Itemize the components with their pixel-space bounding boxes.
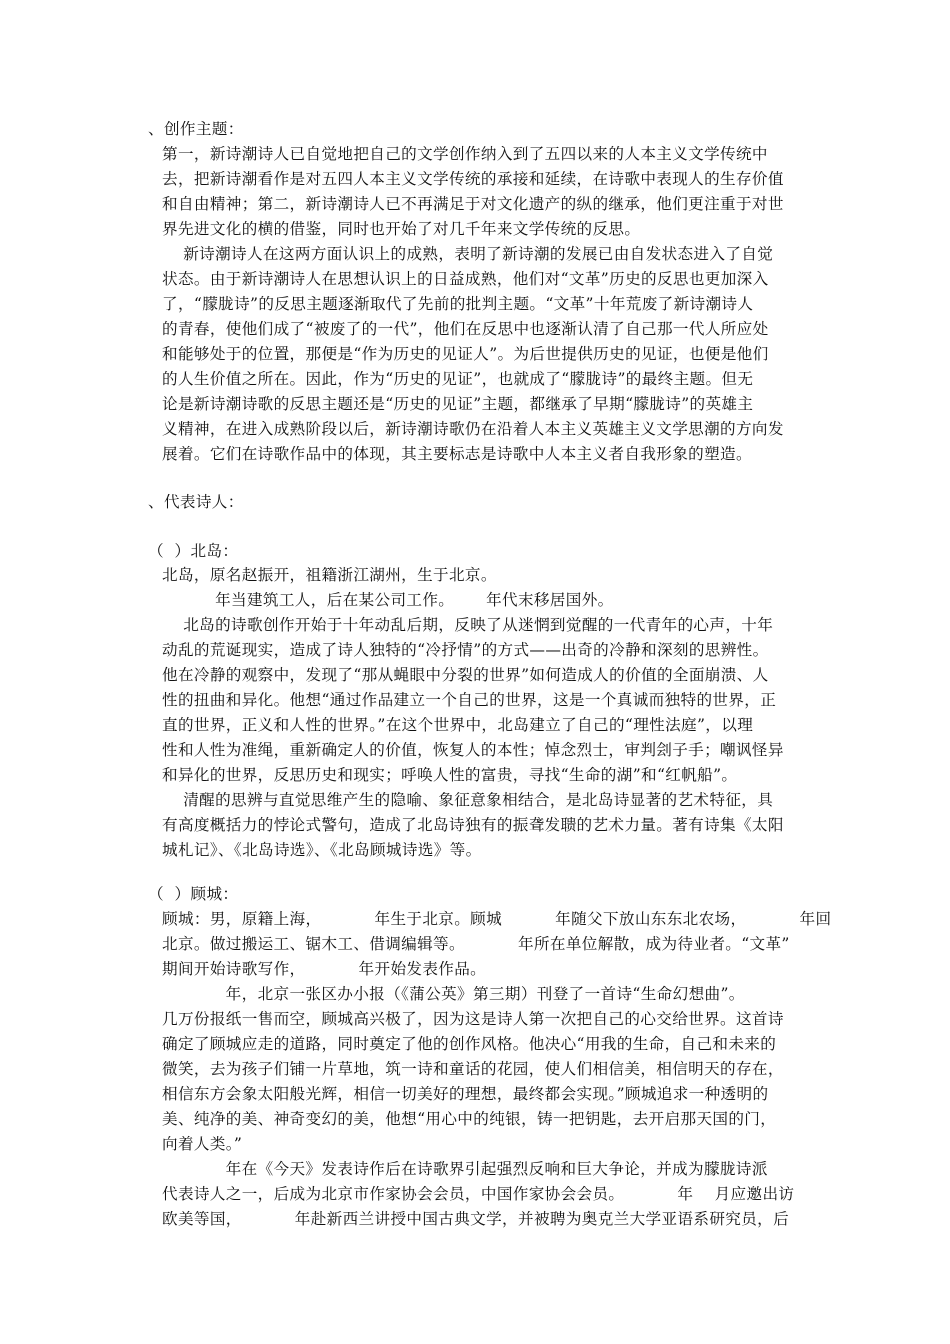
subheading-beidao: （ ）北岛： xyxy=(148,542,239,560)
paragraph-line: 确定了顾城应走的道路，同时奠定了他的创作风格。他决心“用我的生命，自己和未来的 xyxy=(162,1035,777,1053)
paragraph-line: 相信东方会象太阳般光辉，相信一切美好的理想，最终都会实现。”顾城追求一种透明的 xyxy=(162,1085,769,1103)
paragraph-line: 北京。做过搬运工、锯木工、借调编辑等。 年所在单位解散，成为待业者。“文革” xyxy=(162,935,790,953)
paragraph-line: 有高度概括力的悖论式警句，造成了北岛诗独有的振聋发聩的艺术力量。著有诗集《太阳 xyxy=(162,816,784,834)
section-heading-themes: 、创作主题： xyxy=(148,120,244,138)
paragraph-line: 几万份报纸一售而空，顾城高兴极了，因为这是诗人第一次把自己的心交给世界。这首诗 xyxy=(162,1010,784,1028)
paragraph-line: 论是新诗潮诗歌的反思主题还是“历史的见证”主题，都继承了早期“朦胧诗”的英雄主 xyxy=(162,395,754,413)
paragraph-line: 美、纯净的美、神奇变幻的美，他想“用心中的纯银，铸一把钥匙，去开启那天国的门， xyxy=(162,1110,777,1128)
paragraph-line: 新诗潮诗人在这两方面认识上的成熟，表明了新诗潮的发展已由自发状态进入了自觉 xyxy=(162,245,774,263)
paragraph-line: 性的扭曲和异化。他想“通过作品建立一个自己的世界，这是一个真诚而独特的世界，正 xyxy=(162,691,777,709)
paragraph-line: 向着人类。” xyxy=(162,1135,243,1153)
paragraph-line: 欧美等国， 年赴新西兰讲授中国古典文学，并被聘为奥克兰大学亚语系研究员，后 xyxy=(162,1210,790,1228)
paragraph-line: 城札记》、《北岛诗选》、《北岛顾城诗选》等。 xyxy=(162,841,482,859)
paragraph-line: 义精神，在进入成熟阶段以后，新诗潮诗歌仍在沿着人本主义英雄主义文学思潮的方向发 xyxy=(162,420,784,438)
paragraph-line: 微笑，去为孩子们铺一片草地，筑一诗和童话的花园，使人们相信美，相信明天的存在， xyxy=(162,1060,784,1078)
paragraph-line: 第一，新诗潮诗人已自觉地把自己的文学创作纳入到了五四以来的人本主义文学传统中 xyxy=(162,145,768,163)
subheading-gucheng: （ ）顾城： xyxy=(148,885,239,903)
paragraph-line: 了，“朦胧诗”的反思主题逐渐取代了先前的批判主题。“文革”十年荒废了新诗潮诗人 xyxy=(162,295,754,313)
paragraph-line: 年在《今天》发表诗作后在诗歌界引起强烈反响和巨大争论，并成为朦胧诗派 xyxy=(162,1160,768,1178)
paragraph-line: 清醒的思辨与直觉思维产生的隐喻、象征意象相结合，是北岛诗显著的艺术特征，具 xyxy=(162,791,774,809)
paragraph-line: 界先进文化的横的借鉴，同时也开始了对几千年来文学传统的反思。 xyxy=(162,220,641,238)
paragraph-line: 的青春，使他们成了“被废了的一代”，他们在反思中也逐渐认清了自己那一代人所应处 xyxy=(162,320,769,338)
paragraph-line: 直的世界，正义和人性的世界。”在这个世界中，北岛建立了自己的“理性法庭”，以理 xyxy=(162,716,754,734)
paragraph-line: 和异化的世界，反思历史和现实；呼唤人性的富贵，寻找“生命的湖”和“红帆船”。 xyxy=(162,766,738,784)
paragraph-line: 期间开始诗歌写作， 年开始发表作品。 xyxy=(162,960,487,978)
paragraph-line: 展着。它们在诗歌作品中的体现，其主要标志是诗歌中人本主义者自我形象的塑造。 xyxy=(162,445,752,463)
paragraph-line: 去，把新诗潮看作是对五四人本主义文学传统的承接和延续，在诗歌中表现人的生存价值 xyxy=(162,170,784,188)
paragraph-line: 代表诗人之一，后成为北京市作家协会会员，中国作家协会会员。 年 月应邀出访 xyxy=(162,1185,795,1203)
paragraph-line: 和自由精神；第二，新诗潮诗人已不再满足于对文化遗产的纵的继承，他们更注重于对世 xyxy=(162,195,784,213)
section-heading-poets: 、代表诗人： xyxy=(148,493,244,511)
paragraph-line: 顾城：男，原籍上海， 年生于北京。顾城 年随父下放山东东北农场， 年回 xyxy=(162,910,832,928)
paragraph-line: 状态。由于新诗潮诗人在思想认识上的日益成熟，他们对“文革”历史的反思也更加深入 xyxy=(162,270,769,288)
paragraph-line: 性和人性为准绳，重新确定人的价值，恢复人的本性；悼念烈士，审判刽子手；嘲讽怪异 xyxy=(162,741,784,759)
paragraph-line: 他在冷静的观察中，发现了“那从蝇眼中分裂的世界”如何造成人的价值的全面崩溃、人 xyxy=(162,666,769,684)
paragraph-line: 北岛的诗歌创作开始于十年动乱后期，反映了从迷惘到觉醒的一代青年的心声，十年 xyxy=(162,616,774,634)
paragraph-line: 的人生价值之所在。因此，作为“历史的见证”，也就成了“朦胧诗”的最终主题。但无 xyxy=(162,370,754,388)
paragraph-line: 动乱的荒诞现实，造成了诗人独特的“冷抒情”的方式——出奇的冷静和深刻的思辨性。 xyxy=(162,641,769,659)
paragraph-line: 年，北京一张区办小报（《蒲公英》第三期）刊登了一首诗“生命幻想曲”。 xyxy=(162,985,745,1003)
paragraph-line: 年当建筑工人，后在某公司工作。 年代末移居国外。 xyxy=(162,591,614,609)
paragraph-line: 和能够处于的位置，那便是“作为历史的见证人”。为后世提供历史的见证，也便是他们 xyxy=(162,345,769,363)
paragraph-line: 北岛，原名赵振开，祖籍浙江湖州，生于北京。 xyxy=(162,566,497,584)
